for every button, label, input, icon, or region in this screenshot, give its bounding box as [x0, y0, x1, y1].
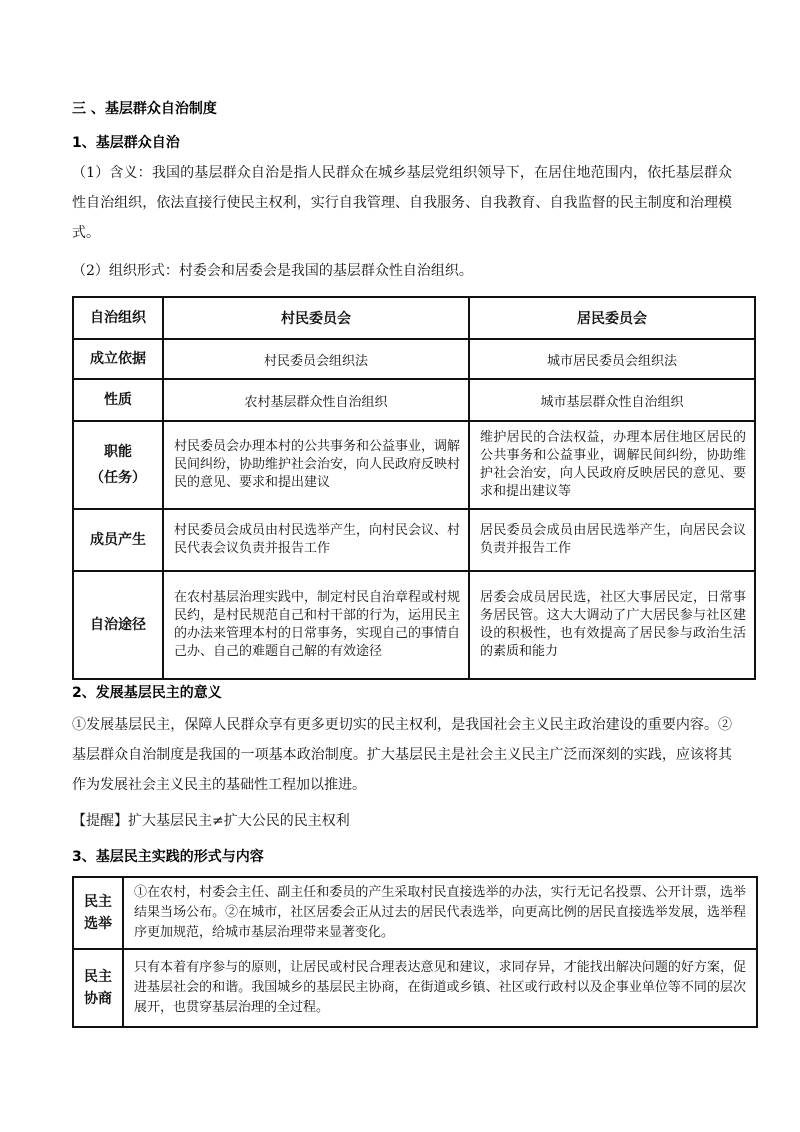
table-row: [73, 379, 755, 421]
table-row: [73, 877, 757, 949]
table-row: [73, 421, 755, 509]
row-cell: 村民委员会办理本村的公共事务和公益事业，调解民间纠纷，协助维护社会治安，向人民政府反映村民的意见、要求和提出建议: [163, 421, 469, 509]
row-cell: 城市居民委员会组织法: [469, 339, 755, 379]
table-row: [73, 949, 757, 1027]
row-cell: 只有本着有序参与的原则，让居民或村民合理表达意见和建议，求同存异，才能找出解决问题的好方案，促进基层社会的和谐。我国城乡的基层民主协商，在街道或乡镇、社区或行政村以及企事业单位等不同的层次展开，也贯穿基层治理的全过程。: [123, 949, 757, 1027]
row-label-line-2: （任务）: [90, 470, 146, 486]
row-cell: 农村基层群众性自治组织: [163, 379, 469, 421]
row-label: [73, 877, 123, 949]
row-cell: 维护居民的合法权益，办理本居住地区居民的公共事务和公益事业，调解民间纠纷，协助维护社会治安，向人民政府反映居民的意见、要求和提出建议等: [469, 421, 755, 509]
row-label-line-2: 选举: [84, 916, 112, 932]
table-header-row: [73, 297, 755, 339]
row-label-line-1: 职能: [104, 444, 132, 460]
paragraph-organization-form: （2）组织形式：村委会和居委会是我国的基层群众性自治组织。: [72, 263, 473, 279]
row-cell: 城市基层群众性自治组织: [469, 379, 755, 421]
subsection-title-2: 2、发展基层民主的意义: [72, 685, 222, 701]
table-row: [73, 571, 755, 679]
autonomy-organization-table: [72, 296, 756, 680]
header-resident-committee: 居民委员会: [469, 297, 755, 339]
header-label: 自治组织: [73, 297, 163, 339]
row-cell: 在农村基层治理实践中，制定村民自治章程或村规民约，是村民规范自己和村干部的行为，运用民主的办法来管理本村的日常事务，实现自己的事情自己办、自己的难题自己解的有效途径: [163, 571, 469, 679]
table-row: [73, 339, 755, 379]
subsection-title-3: 3、基层民主实践的形式与内容: [72, 849, 264, 865]
row-label: 自治途径: [73, 571, 163, 679]
row-label-line-1: 民主: [84, 894, 112, 910]
row-cell: 村民委员会组织法: [163, 339, 469, 379]
subsection-title-1: 1、基层群众自治: [72, 135, 180, 151]
table-row: [73, 509, 755, 571]
row-cell: 村民委员会成员由村民选举产生，向村民会议、村民代表会议负责并报告工作: [163, 509, 469, 571]
reminder-note: 【提醒】扩大基层民主≠扩大公民的民主权利: [72, 813, 350, 829]
row-label: [73, 421, 163, 509]
row-label: [73, 949, 123, 1027]
row-label: 成员产生: [73, 509, 163, 571]
paragraph-significance: ①发展基层民主，保障人民群众享有更多更切实的民主权利，是我国社会主义民主政治建设的重要内容。②基层群众自治制度是我国的一项基本政治制度。扩大基层民主是社会主义民主广泛而深刻的实践，应该将其作为发展社会主义民主的基础性工程加以推进。: [72, 717, 732, 793]
row-cell: 居委会成员居民选，社区大事居民定，日常事务居民管。这大大调动了广大居民参与社区建设的积极性，也有效提高了居民参与政治生活的素质和能力: [469, 571, 755, 679]
row-cell: 居民委员会成员由居民选举产生，向居民会议负责并报告工作: [469, 509, 755, 571]
row-label: 性质: [73, 379, 163, 421]
row-label-line-2: 协商: [84, 991, 112, 1007]
header-village-committee: 村民委员会: [163, 297, 469, 339]
row-cell: ①在农村，村委会主任、副主任和委员的产生采取村民直接选举的办法，实行无记名投票、公开计票，选举结果当场公布。②在城市，社区居委会正从过去的居民代表选举，向更高比例的居民直接选举发展，选举程序更加规范，给城市基层治理带来显著变化。: [123, 877, 757, 949]
row-label-line-1: 民主: [84, 969, 112, 985]
democracy-practice-table: [72, 876, 758, 1028]
paragraph-meaning: （1）含义：我国的基层群众自治是指人民群众在城乡基层党组织领导下，在居住地范围内，依托基层群众性自治组织，依法直接行使民主权利，实行自我管理、自我服务、自我教育、自我监督的民主制度和治理模式。: [72, 165, 732, 241]
row-label: 成立依据: [73, 339, 163, 379]
section-title: 三 、基层群众自治制度: [72, 101, 217, 117]
